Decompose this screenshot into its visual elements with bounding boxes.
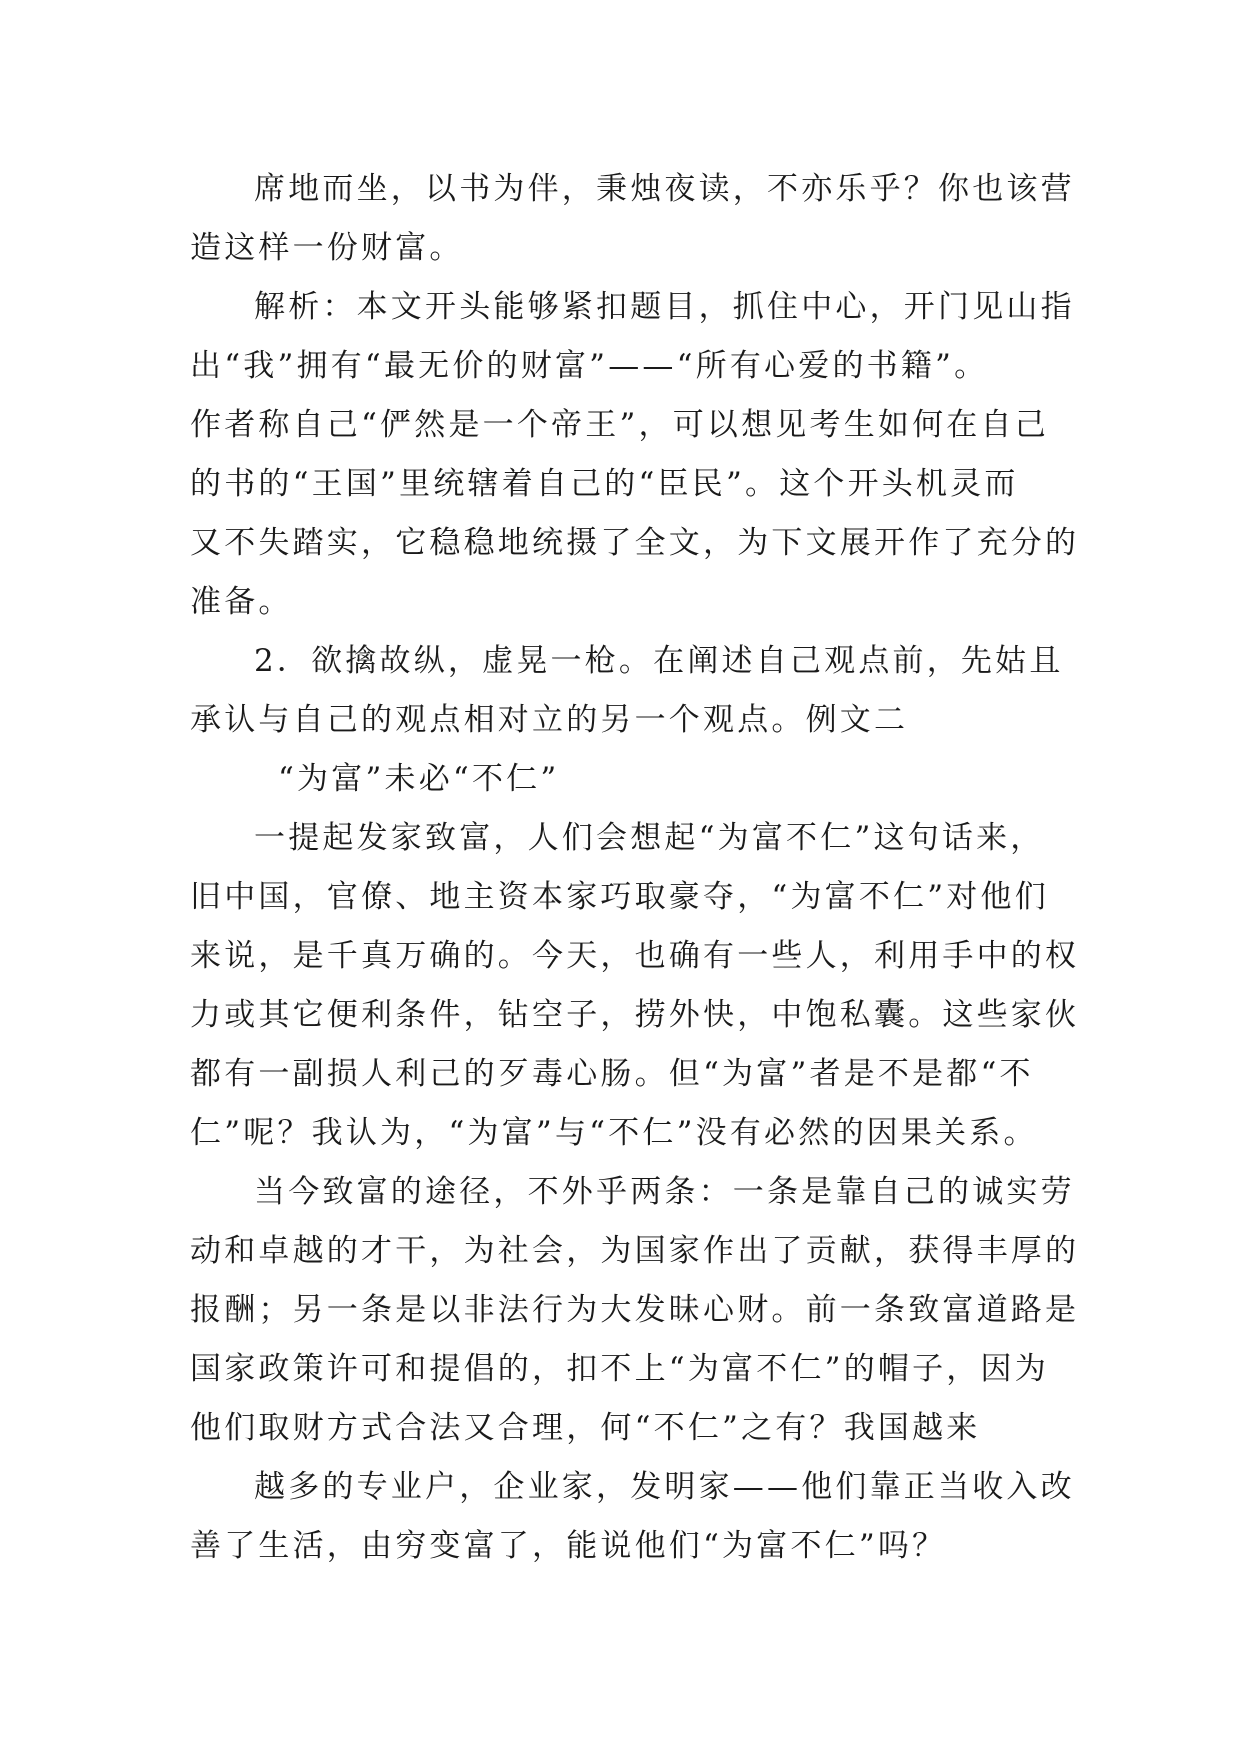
paragraph-line: 力或其它便利条件，钻空子，捞外快，中饱私囊。这些家伙: [190, 997, 1080, 1033]
essay-title: “为富”未必“不仁”: [278, 761, 560, 797]
paragraph-line: 解析：本文开头能够紧扣题目，抓住中心，开门见山指: [254, 289, 1075, 325]
paragraph-line: 的书的“王国”里统辖着自己的“臣民”。这个开头机灵而: [190, 466, 1019, 502]
paragraph-line: 国家政策许可和提倡的，扣不上“为富不仁”的帽子，因为: [190, 1351, 1049, 1387]
paragraph-line: 2．欲擒故纵，虚晃一枪。在阐述自己观点前，先姑且: [254, 643, 1064, 679]
paragraph-line: 作者称自己“俨然是一个帝王”，可以想见考生如何在自己: [190, 407, 1049, 443]
paragraph-line: 善了生活，由穷变富了，能说他们“为富不仁”吗？: [190, 1528, 947, 1564]
document-body: [190, 160, 1080, 1576]
paragraph-line: 都有一副损人利己的歹毒心肠。但“为富”者是不是都“不: [190, 1056, 1034, 1092]
paragraph-line: 旧中国，官僚、地主资本家巧取豪夺，“为富不仁”对他们: [190, 879, 1049, 915]
paragraph-line: 一提起发家致富，人们会想起“为富不仁”这句话来，: [254, 820, 1045, 856]
paragraph-line: 来说，是千真万确的。今天，也确有一些人，利用手中的权: [190, 938, 1080, 974]
paragraph-line: 席地而坐，以书为伴，秉烛夜读，不亦乐乎？你也该营: [254, 171, 1075, 207]
paragraph-line: 又不失踏实，它稳稳地统摄了全文，为下文展开作了充分的: [190, 525, 1080, 561]
paragraph-line: 造这样一份财富。: [190, 230, 464, 266]
paragraph-line: 越多的专业户，企业家，发明家——他们靠正当收入改: [254, 1469, 1075, 1505]
paragraph-line: 准备。: [190, 584, 293, 620]
paragraph-line: 出“我”拥有“最无价的财富”——“所有心爱的书籍”。: [190, 348, 989, 384]
paragraph-line: 当今致富的途径，不外乎两条：一条是靠自己的诚实劳: [254, 1174, 1075, 1210]
paragraph-line: 动和卓越的才干，为社会，为国家作出了贡献，获得丰厚的: [190, 1233, 1080, 1269]
paragraph-line: 报酬；另一条是以非法行为大发昧心财。前一条致富道路是: [190, 1292, 1080, 1328]
paragraph-line: 承认与自己的观点相对立的另一个观点。例文二: [190, 702, 909, 738]
paragraph-line: 他们取财方式合法又合理，何“不仁”之有？我国越来: [190, 1410, 981, 1446]
paragraph-line: 仁”呢？我认为，“为富”与“不仁”没有必然的因果关系。: [190, 1115, 1038, 1151]
